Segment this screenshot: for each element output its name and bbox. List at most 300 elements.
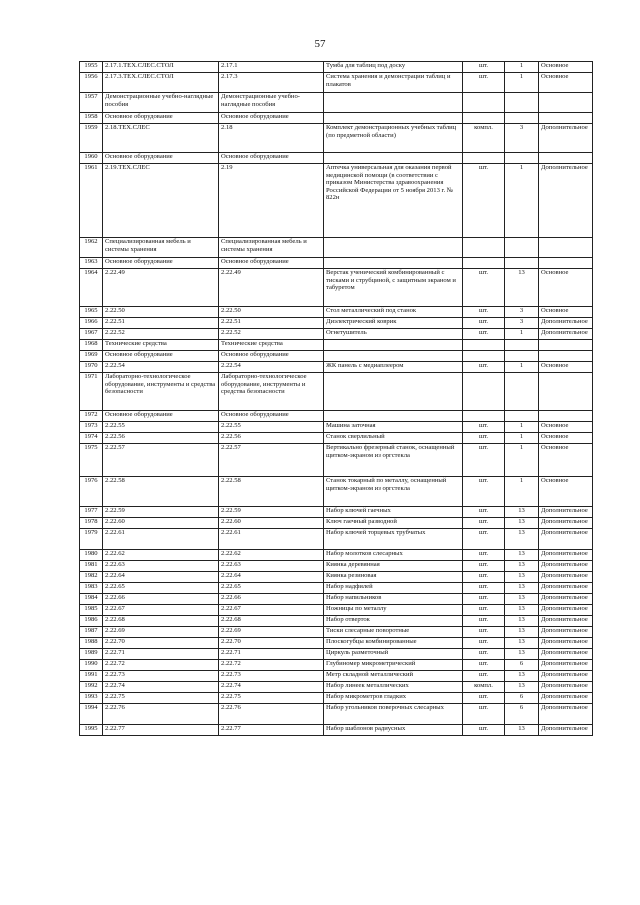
type-cell: Основное bbox=[539, 269, 593, 307]
unit-cell bbox=[463, 153, 505, 164]
subcode-cell: Основное оборудование bbox=[219, 258, 324, 269]
code-cell: Основное оборудование bbox=[103, 113, 219, 124]
code-cell: 2.22.49 bbox=[103, 269, 219, 307]
row-number: 1959 bbox=[80, 124, 103, 153]
code-cell: 2.22.63 bbox=[103, 561, 219, 572]
row-number: 1994 bbox=[80, 704, 103, 725]
item-name-cell bbox=[324, 340, 463, 351]
unit-cell: шт. bbox=[463, 572, 505, 583]
table-row bbox=[80, 444, 593, 477]
table-row bbox=[80, 113, 593, 124]
subcode-cell: 2.17.3 bbox=[219, 73, 324, 93]
subcode-cell: 2.22.62 bbox=[219, 550, 324, 561]
type-cell: Дополнительное bbox=[539, 507, 593, 518]
type-cell: Дополнительное bbox=[539, 318, 593, 329]
table-row bbox=[80, 164, 593, 238]
item-name-cell bbox=[324, 153, 463, 164]
unit-cell: шт. bbox=[463, 660, 505, 671]
subcode-cell: 2.22.76 bbox=[219, 704, 324, 725]
code-cell: 2.22.71 bbox=[103, 649, 219, 660]
quantity-cell: 13 bbox=[505, 550, 539, 561]
quantity-cell bbox=[505, 113, 539, 124]
code-cell: 2.22.60 bbox=[103, 518, 219, 529]
subcode-cell: 2.22.70 bbox=[219, 638, 324, 649]
code-cell: 2.18.ТЕХ.СЛЕС bbox=[103, 124, 219, 153]
subcode-cell: Основное оборудование bbox=[219, 153, 324, 164]
row-number: 1955 bbox=[80, 62, 103, 73]
quantity-cell bbox=[505, 153, 539, 164]
type-cell: Основное bbox=[539, 433, 593, 444]
unit-cell: шт. bbox=[463, 561, 505, 572]
code-cell: 2.19.ТЕХ.СЛЕС bbox=[103, 164, 219, 238]
code-cell: Основное оборудование bbox=[103, 258, 219, 269]
row-number: 1989 bbox=[80, 649, 103, 660]
quantity-cell: 13 bbox=[505, 725, 539, 736]
unit-cell: компл. bbox=[463, 682, 505, 693]
subcode-cell: 2.22.64 bbox=[219, 572, 324, 583]
subcode-cell: 2.22.60 bbox=[219, 518, 324, 529]
quantity-cell: 13 bbox=[505, 682, 539, 693]
row-number: 1995 bbox=[80, 725, 103, 736]
row-number: 1971 bbox=[80, 373, 103, 411]
subcode-cell: 2.22.73 bbox=[219, 671, 324, 682]
subcode-cell: 2.22.55 bbox=[219, 422, 324, 433]
quantity-cell: 1 bbox=[505, 164, 539, 238]
subcode-cell: 2.17.1 bbox=[219, 62, 324, 73]
quantity-cell: 13 bbox=[505, 649, 539, 660]
row-number: 1967 bbox=[80, 329, 103, 340]
code-cell: 2.22.76 bbox=[103, 704, 219, 725]
table-row bbox=[80, 660, 593, 671]
code-cell: 2.17.1.ТЕХ.СЛЕС.СТОЛ bbox=[103, 62, 219, 73]
quantity-cell: 1 bbox=[505, 422, 539, 433]
unit-cell: шт. bbox=[463, 583, 505, 594]
table-row bbox=[80, 411, 593, 422]
type-cell bbox=[539, 373, 593, 411]
item-name-cell: Глубиномер микрометрический bbox=[324, 660, 463, 671]
type-cell: Основное bbox=[539, 362, 593, 373]
quantity-cell: 13 bbox=[505, 518, 539, 529]
item-name-cell: Станок сверлильный bbox=[324, 433, 463, 444]
table-row bbox=[80, 340, 593, 351]
subcode-cell: 2.22.51 bbox=[219, 318, 324, 329]
unit-cell: шт. bbox=[463, 616, 505, 627]
item-name-cell: Набор отверток bbox=[324, 616, 463, 627]
row-number: 1982 bbox=[80, 572, 103, 583]
quantity-cell: 13 bbox=[505, 572, 539, 583]
code-cell: Основное оборудование bbox=[103, 411, 219, 422]
subcode-cell: 2.22.68 bbox=[219, 616, 324, 627]
code-cell: Основное оборудование bbox=[103, 153, 219, 164]
subcode-cell: 2.22.63 bbox=[219, 561, 324, 572]
code-cell: 2.22.77 bbox=[103, 725, 219, 736]
unit-cell: шт. bbox=[463, 649, 505, 660]
row-number: 1968 bbox=[80, 340, 103, 351]
type-cell: Дополнительное bbox=[539, 660, 593, 671]
table-row bbox=[80, 594, 593, 605]
subcode-cell: 2.18 bbox=[219, 124, 324, 153]
row-number: 1964 bbox=[80, 269, 103, 307]
table-row bbox=[80, 373, 593, 411]
unit-cell: компл. bbox=[463, 124, 505, 153]
item-name-cell: Тумба для таблиц под доску bbox=[324, 62, 463, 73]
equipment-table bbox=[79, 61, 593, 736]
quantity-cell: 6 bbox=[505, 704, 539, 725]
code-cell: Специализированная мебель и системы хранения bbox=[103, 238, 219, 258]
quantity-cell bbox=[505, 258, 539, 269]
quantity-cell bbox=[505, 340, 539, 351]
item-name-cell: Машина заточная bbox=[324, 422, 463, 433]
type-cell: Дополнительное bbox=[539, 649, 593, 660]
quantity-cell: 1 bbox=[505, 433, 539, 444]
type-cell: Дополнительное bbox=[539, 124, 593, 153]
quantity-cell: 13 bbox=[505, 605, 539, 616]
code-cell: Лабораторно-технологическое оборудование, инструменты и средства безопасности bbox=[103, 373, 219, 411]
type-cell bbox=[539, 113, 593, 124]
unit-cell: шт. bbox=[463, 444, 505, 477]
row-number: 1991 bbox=[80, 671, 103, 682]
row-number: 1992 bbox=[80, 682, 103, 693]
item-name-cell: Набор угольников поверочных слесарных bbox=[324, 704, 463, 725]
table-row bbox=[80, 93, 593, 113]
unit-cell: шт. bbox=[463, 671, 505, 682]
unit-cell: шт. bbox=[463, 318, 505, 329]
table-row bbox=[80, 422, 593, 433]
table-row bbox=[80, 671, 593, 682]
item-name-cell bbox=[324, 238, 463, 258]
subcode-cell: 2.22.66 bbox=[219, 594, 324, 605]
table-body bbox=[80, 62, 593, 736]
row-number: 1975 bbox=[80, 444, 103, 477]
type-cell: Дополнительное bbox=[539, 704, 593, 725]
row-number: 1961 bbox=[80, 164, 103, 238]
code-cell: 2.22.51 bbox=[103, 318, 219, 329]
quantity-cell bbox=[505, 238, 539, 258]
item-name-cell: Вертикально фрезерный станок, оснащенный щитком-экраном из оргстекла bbox=[324, 444, 463, 477]
quantity-cell: 3 bbox=[505, 307, 539, 318]
unit-cell: шт. bbox=[463, 433, 505, 444]
type-cell: Основное bbox=[539, 73, 593, 93]
code-cell: 2.22.65 bbox=[103, 583, 219, 594]
unit-cell bbox=[463, 340, 505, 351]
type-cell bbox=[539, 153, 593, 164]
code-cell: 2.22.55 bbox=[103, 422, 219, 433]
code-cell: 2.22.69 bbox=[103, 627, 219, 638]
item-name-cell: Диэлектрический коврик bbox=[324, 318, 463, 329]
type-cell: Основное bbox=[539, 307, 593, 318]
subcode-cell: Основное оборудование bbox=[219, 113, 324, 124]
item-name-cell: Набор напильников bbox=[324, 594, 463, 605]
table-row bbox=[80, 318, 593, 329]
type-cell: Дополнительное bbox=[539, 671, 593, 682]
subcode-cell: Демонстрационные учебно-наглядные пособия bbox=[219, 93, 324, 113]
page-number: 57 bbox=[314, 38, 326, 50]
item-name-cell: ЖК панель с медиаплеером bbox=[324, 362, 463, 373]
row-number: 1977 bbox=[80, 507, 103, 518]
item-name-cell: Киянка деревянная bbox=[324, 561, 463, 572]
type-cell bbox=[539, 258, 593, 269]
item-name-cell: Набор ключей гаечных bbox=[324, 507, 463, 518]
row-number: 1983 bbox=[80, 583, 103, 594]
unit-cell bbox=[463, 351, 505, 362]
type-cell: Дополнительное bbox=[539, 682, 593, 693]
type-cell bbox=[539, 340, 593, 351]
item-name-cell: Аптечка универсальная для оказания первой медицинской помощи (в соответствии с приказом Министерства здравоохранения Российской Федерации от 5 ноября 2013 г. № 822н bbox=[324, 164, 463, 238]
code-cell: 2.22.56 bbox=[103, 433, 219, 444]
code-cell: 2.22.75 bbox=[103, 693, 219, 704]
row-number: 1990 bbox=[80, 660, 103, 671]
code-cell: 2.22.66 bbox=[103, 594, 219, 605]
code-cell: 2.22.70 bbox=[103, 638, 219, 649]
row-number: 1980 bbox=[80, 550, 103, 561]
quantity-cell: 13 bbox=[505, 638, 539, 649]
item-name-cell bbox=[324, 258, 463, 269]
unit-cell bbox=[463, 238, 505, 258]
code-cell: 2.22.64 bbox=[103, 572, 219, 583]
row-number: 1974 bbox=[80, 433, 103, 444]
table-row bbox=[80, 561, 593, 572]
row-number: 1981 bbox=[80, 561, 103, 572]
quantity-cell bbox=[505, 411, 539, 422]
row-number: 1986 bbox=[80, 616, 103, 627]
code-cell: 2.22.62 bbox=[103, 550, 219, 561]
subcode-cell: 2.22.67 bbox=[219, 605, 324, 616]
subcode-cell: 2.22.49 bbox=[219, 269, 324, 307]
subcode-cell: 2.19 bbox=[219, 164, 324, 238]
subcode-cell: 2.22.75 bbox=[219, 693, 324, 704]
code-cell: 2.22.74 bbox=[103, 682, 219, 693]
row-number: 1962 bbox=[80, 238, 103, 258]
item-name-cell: Станок токарный по металлу, оснащенный щитком-экраном из оргстекла bbox=[324, 477, 463, 507]
type-cell: Дополнительное bbox=[539, 725, 593, 736]
code-cell: 2.22.73 bbox=[103, 671, 219, 682]
type-cell bbox=[539, 238, 593, 258]
item-name-cell: Набор линеек металлических bbox=[324, 682, 463, 693]
code-cell: 2.22.54 bbox=[103, 362, 219, 373]
type-cell: Дополнительное bbox=[539, 594, 593, 605]
table-row bbox=[80, 351, 593, 362]
table-row bbox=[80, 583, 593, 594]
table-row bbox=[80, 693, 593, 704]
subcode-cell: 2.22.57 bbox=[219, 444, 324, 477]
code-cell: 2.22.59 bbox=[103, 507, 219, 518]
quantity-cell: 13 bbox=[505, 594, 539, 605]
row-number: 1978 bbox=[80, 518, 103, 529]
type-cell: Дополнительное bbox=[539, 693, 593, 704]
item-name-cell: Ножницы по металлу bbox=[324, 605, 463, 616]
table-row bbox=[80, 477, 593, 507]
row-number: 1984 bbox=[80, 594, 103, 605]
item-name-cell bbox=[324, 373, 463, 411]
code-cell: Основное оборудование bbox=[103, 351, 219, 362]
unit-cell: шт. bbox=[463, 725, 505, 736]
quantity-cell bbox=[505, 351, 539, 362]
unit-cell: шт. bbox=[463, 627, 505, 638]
table-row bbox=[80, 73, 593, 93]
table-row bbox=[80, 704, 593, 725]
row-number: 1970 bbox=[80, 362, 103, 373]
type-cell: Основное bbox=[539, 62, 593, 73]
table-row bbox=[80, 507, 593, 518]
type-cell: Основное bbox=[539, 477, 593, 507]
table-row bbox=[80, 307, 593, 318]
quantity-cell: 13 bbox=[505, 507, 539, 518]
table-row bbox=[80, 572, 593, 583]
subcode-cell: 2.22.50 bbox=[219, 307, 324, 318]
row-number: 1979 bbox=[80, 529, 103, 550]
subcode-cell: 2.22.69 bbox=[219, 627, 324, 638]
item-name-cell: Верстак ученический комбинированный с тисками и струбциной, с защитным экраном и табуретом bbox=[324, 269, 463, 307]
quantity-cell: 13 bbox=[505, 561, 539, 572]
unit-cell: шт. bbox=[463, 638, 505, 649]
subcode-cell: 2.22.72 bbox=[219, 660, 324, 671]
quantity-cell: 13 bbox=[505, 583, 539, 594]
table-row bbox=[80, 258, 593, 269]
row-number: 1987 bbox=[80, 627, 103, 638]
subcode-cell: Технические средства bbox=[219, 340, 324, 351]
table-row bbox=[80, 627, 593, 638]
unit-cell: шт. bbox=[463, 73, 505, 93]
type-cell: Дополнительное bbox=[539, 605, 593, 616]
subcode-cell: 2.22.58 bbox=[219, 477, 324, 507]
row-number: 1958 bbox=[80, 113, 103, 124]
subcode-cell: 2.22.52 bbox=[219, 329, 324, 340]
quantity-cell: 6 bbox=[505, 660, 539, 671]
type-cell: Дополнительное bbox=[539, 550, 593, 561]
quantity-cell: 1 bbox=[505, 329, 539, 340]
unit-cell: шт. bbox=[463, 477, 505, 507]
table-row bbox=[80, 529, 593, 550]
type-cell: Дополнительное bbox=[539, 529, 593, 550]
row-number: 1985 bbox=[80, 605, 103, 616]
row-number: 1993 bbox=[80, 693, 103, 704]
quantity-cell: 3 bbox=[505, 318, 539, 329]
quantity-cell: 13 bbox=[505, 616, 539, 627]
unit-cell: шт. bbox=[463, 550, 505, 561]
quantity-cell: 1 bbox=[505, 62, 539, 73]
item-name-cell: Стол металлический под станок bbox=[324, 307, 463, 318]
code-cell: 2.22.68 bbox=[103, 616, 219, 627]
item-name-cell: Тиски слесарные поворотные bbox=[324, 627, 463, 638]
unit-cell bbox=[463, 411, 505, 422]
item-name-cell bbox=[324, 351, 463, 362]
quantity-cell: 3 bbox=[505, 124, 539, 153]
type-cell: Дополнительное bbox=[539, 572, 593, 583]
unit-cell: шт. bbox=[463, 422, 505, 433]
quantity-cell: 1 bbox=[505, 477, 539, 507]
item-name-cell: Ключ гаечный разводной bbox=[324, 518, 463, 529]
code-cell: Демонстрационные учебно-наглядные пособия bbox=[103, 93, 219, 113]
quantity-cell: 1 bbox=[505, 362, 539, 373]
row-number: 1956 bbox=[80, 73, 103, 93]
quantity-cell: 6 bbox=[505, 693, 539, 704]
unit-cell: шт. bbox=[463, 594, 505, 605]
item-name-cell: Метр складной металлический bbox=[324, 671, 463, 682]
row-number: 1972 bbox=[80, 411, 103, 422]
table-row bbox=[80, 649, 593, 660]
row-number: 1963 bbox=[80, 258, 103, 269]
type-cell: Основное bbox=[539, 444, 593, 477]
table-row bbox=[80, 153, 593, 164]
code-cell: 2.22.72 bbox=[103, 660, 219, 671]
subcode-cell: Лабораторно-технологическое оборудование, инструменты и средства безопасности bbox=[219, 373, 324, 411]
code-cell: 2.22.61 bbox=[103, 529, 219, 550]
code-cell: 2.22.67 bbox=[103, 605, 219, 616]
type-cell: Дополнительное bbox=[539, 583, 593, 594]
item-name-cell bbox=[324, 113, 463, 124]
item-name-cell: Набор ключей торцевых трубчатых bbox=[324, 529, 463, 550]
unit-cell bbox=[463, 258, 505, 269]
quantity-cell: 1 bbox=[505, 444, 539, 477]
code-cell: 2.22.50 bbox=[103, 307, 219, 318]
unit-cell: шт. bbox=[463, 164, 505, 238]
quantity-cell bbox=[505, 373, 539, 411]
table-row bbox=[80, 518, 593, 529]
quantity-cell: 13 bbox=[505, 269, 539, 307]
table-row bbox=[80, 269, 593, 307]
code-cell: 2.22.57 bbox=[103, 444, 219, 477]
type-cell: Дополнительное bbox=[539, 164, 593, 238]
item-name-cell: Плоскогубцы комбинированные bbox=[324, 638, 463, 649]
quantity-cell: 13 bbox=[505, 529, 539, 550]
code-cell: 2.22.52 bbox=[103, 329, 219, 340]
quantity-cell: 13 bbox=[505, 671, 539, 682]
row-number: 1973 bbox=[80, 422, 103, 433]
unit-cell: шт. bbox=[463, 269, 505, 307]
type-cell bbox=[539, 93, 593, 113]
row-number: 1976 bbox=[80, 477, 103, 507]
item-name-cell: Набор надфилей bbox=[324, 583, 463, 594]
quantity-cell: 13 bbox=[505, 627, 539, 638]
code-cell: 2.22.58 bbox=[103, 477, 219, 507]
table-row bbox=[80, 605, 593, 616]
subcode-cell: Специализированная мебель и системы хранения bbox=[219, 238, 324, 258]
unit-cell: шт. bbox=[463, 704, 505, 725]
item-name-cell: Киянка резиновая bbox=[324, 572, 463, 583]
table-row bbox=[80, 238, 593, 258]
table-row bbox=[80, 638, 593, 649]
unit-cell: шт. bbox=[463, 529, 505, 550]
type-cell: Дополнительное bbox=[539, 561, 593, 572]
table-row bbox=[80, 616, 593, 627]
item-name-cell bbox=[324, 93, 463, 113]
subcode-cell: 2.22.59 bbox=[219, 507, 324, 518]
code-cell: Технические средства bbox=[103, 340, 219, 351]
item-name-cell: Комплект демонстрационных учебных таблиц (по предметной области) bbox=[324, 124, 463, 153]
table-row bbox=[80, 362, 593, 373]
table-row bbox=[80, 725, 593, 736]
item-name-cell: Набор микрометров гладких bbox=[324, 693, 463, 704]
table-row bbox=[80, 124, 593, 153]
item-name-cell: Система хранения и демонстрации таблиц и плакатов bbox=[324, 73, 463, 93]
type-cell bbox=[539, 351, 593, 362]
row-number: 1988 bbox=[80, 638, 103, 649]
table-row bbox=[80, 433, 593, 444]
item-name-cell: Набор молотков слесарных bbox=[324, 550, 463, 561]
type-cell: Дополнительное bbox=[539, 518, 593, 529]
table-row bbox=[80, 550, 593, 561]
table-row bbox=[80, 329, 593, 340]
unit-cell: шт. bbox=[463, 693, 505, 704]
unit-cell: шт. bbox=[463, 62, 505, 73]
row-number: 1965 bbox=[80, 307, 103, 318]
unit-cell: шт. bbox=[463, 329, 505, 340]
type-cell: Дополнительное bbox=[539, 638, 593, 649]
subcode-cell: 2.22.61 bbox=[219, 529, 324, 550]
table-row bbox=[80, 682, 593, 693]
subcode-cell: 2.22.71 bbox=[219, 649, 324, 660]
type-cell: Основное bbox=[539, 422, 593, 433]
